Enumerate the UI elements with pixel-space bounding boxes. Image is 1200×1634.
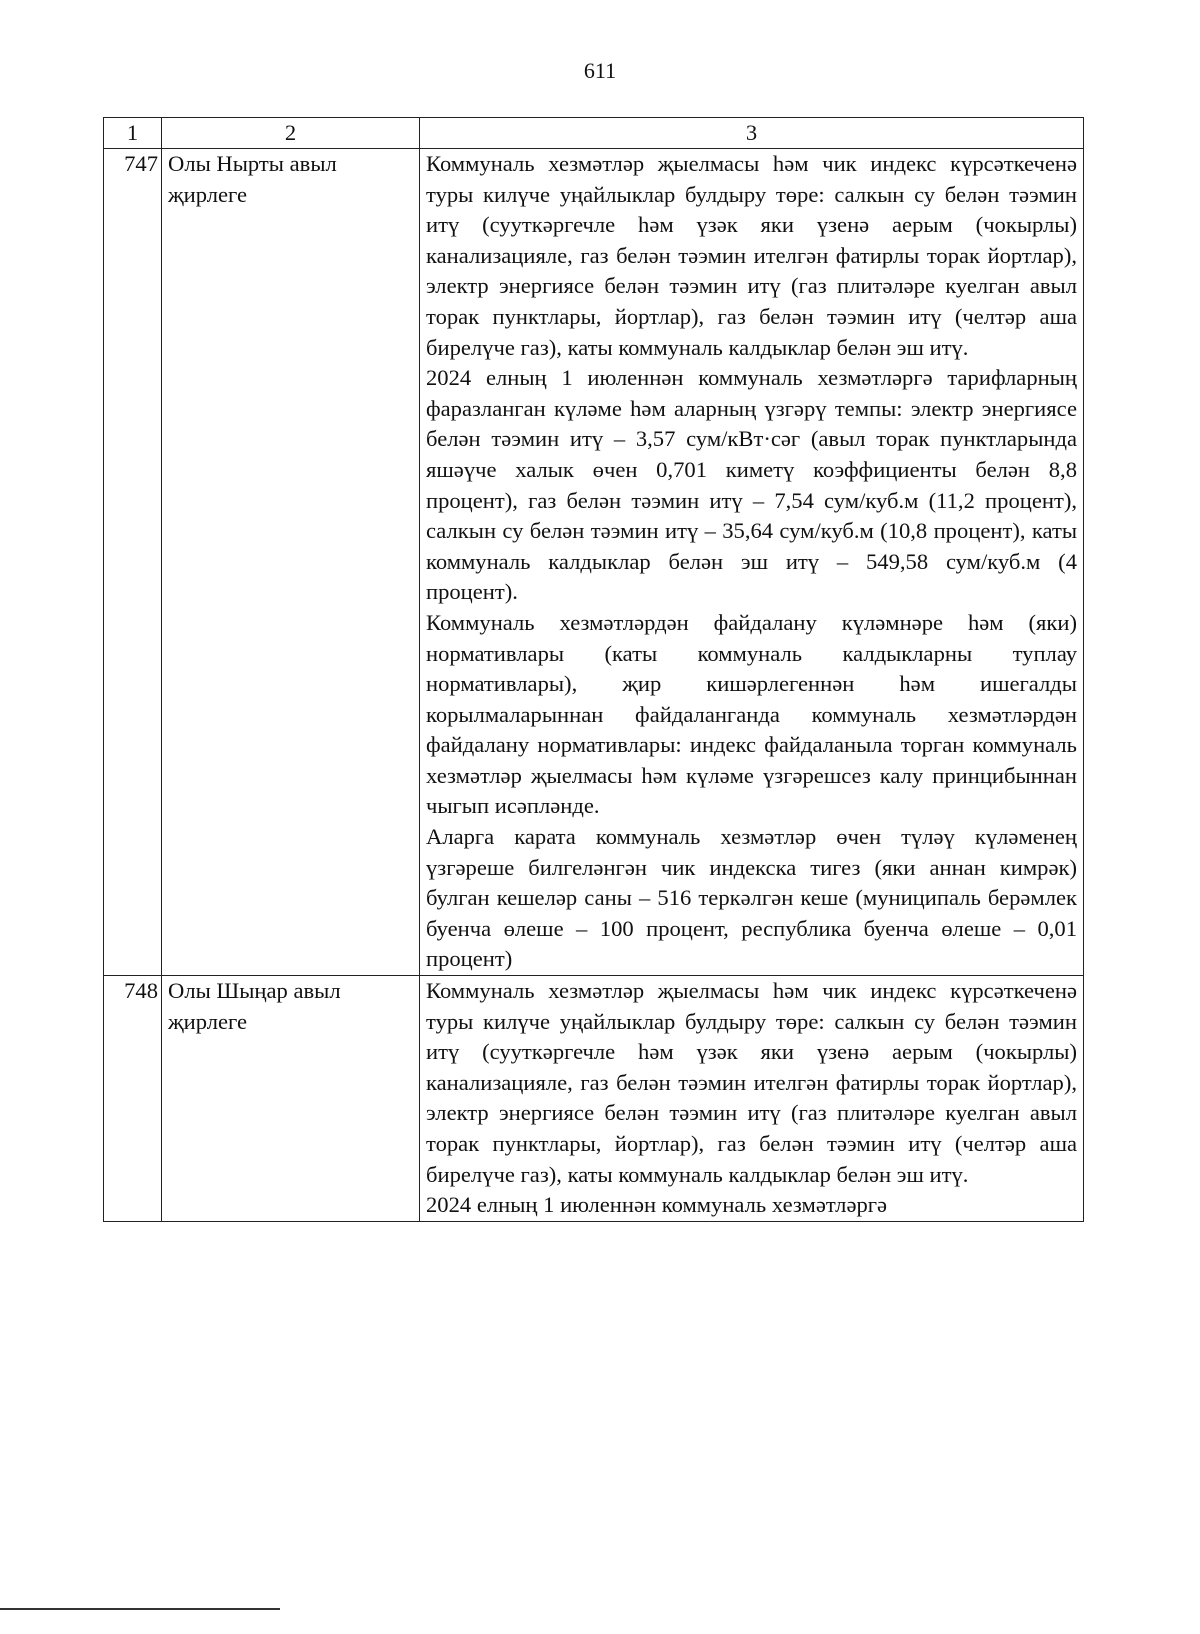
- paragraph: Коммуналь хезмәтләрдән файдалану күләмнәре һәм (яки) нормативлары (каты коммуналь калдыкларны туплау нормативлары), җир кишәрлегеннән һәм ишегалды корылмаларыннан файдаланганда коммуналь хезмәтләрдән файдалану нормативлары: индекс файдаланыла торган коммуналь хезмәтләр җыелмасы һәм күләме үзгәрешсез калу принцибыннан чыгып исәпләнде.: [426, 609, 1077, 819]
- table-row: [104, 976, 1084, 1222]
- paragraph: Аларга карата коммуналь хезмәтләр өчен түләү күләменең үзгәреше билгеләнгән чик индекска тигез (яки аннан кимрәк) булган кешеләр саны – 516 теркәлгән кеше (муниципаль берәмлек буенча өлеше – 100 процент, республика буенча өлеше – 0,01 процент): [426, 824, 1077, 972]
- paragraph: Коммуналь хезмәтләр җыелмасы һәм чик индекс күрсәткеченә туры килүче уңайлыклар булдыру төре: салкын су белән тәэмин итү (сууткәргечле һәм үзәк яки үзенә аерым (чокырлы) канализацияле, газ белән тәэмин ителгән фатирлы торак йортлар), электр энергиясе белән тәэмин итү (газ плитәләре куелган авыл торак пунктлары, йортлар), газ белән тәэмин итү (челтәр аша бирелүче газ), каты коммуналь калдыклар белән эш итү.: [426, 978, 1077, 1187]
- paragraph: 2024 елның 1 июленнән коммуналь хезмәтләргә: [426, 1192, 888, 1218]
- header-col-3: 3: [420, 118, 1084, 149]
- settlement-name: Олы Шыңар авыл җирлеге: [162, 976, 420, 1222]
- row-number: 747: [104, 149, 162, 976]
- table-header-row: [104, 118, 1084, 149]
- paragraph: 2024 елның 1 июленнән коммуналь хезмәтләргә тарифларның фаразланган күләме һәм аларның үзгәрү темпы: электр энергиясе белән тәэмин итү – 3,57 сум/кВт·сәг (авыл торак пунктларында яшәүче халык өчен 0,701 киметү коэффициенты белән 8,8 процент), газ белән тәэмин итү – 7,54 сум/куб.м (11,2 процент), салкын су белән тәэмин итү – 35,64 сум/куб.м (10,8 процент), каты коммуналь калдыклар белән эш итү – 549,58 сум/куб.м (4 процент).: [426, 365, 1077, 605]
- row-content: [420, 149, 1084, 976]
- table-row: [104, 149, 1084, 976]
- footnote-rule: [0, 1608, 280, 1610]
- row-number: 748: [104, 976, 162, 1222]
- header-col-1: 1: [104, 118, 162, 149]
- page-number: 611: [583, 58, 617, 83]
- settlement-name: Олы Нырты авыл җирлеге: [162, 149, 420, 976]
- header-col-2: 2: [162, 118, 420, 149]
- paragraph: Коммуналь хезмәтләр җыелмасы һәм чик индекс күрсәткеченә туры килүче уңайлыклар булдыру төре: салкын су белән тәэмин итү (сууткәргечле һәм үзәк яки үзенә аерым (чокырлы) канализацияле, газ белән тәэмин ителгән фатирлы торак йортлар), электр энергиясе белән тәэмин итү (газ плитәләре куелган авыл торак пунктлары, йортлар), газ белән тәэмин итү (челтәр аша бирелүче газ), каты коммуналь калдыклар белән эш итү.: [426, 151, 1077, 360]
- row-content: [420, 976, 1084, 1222]
- document-table: [103, 117, 1084, 1222]
